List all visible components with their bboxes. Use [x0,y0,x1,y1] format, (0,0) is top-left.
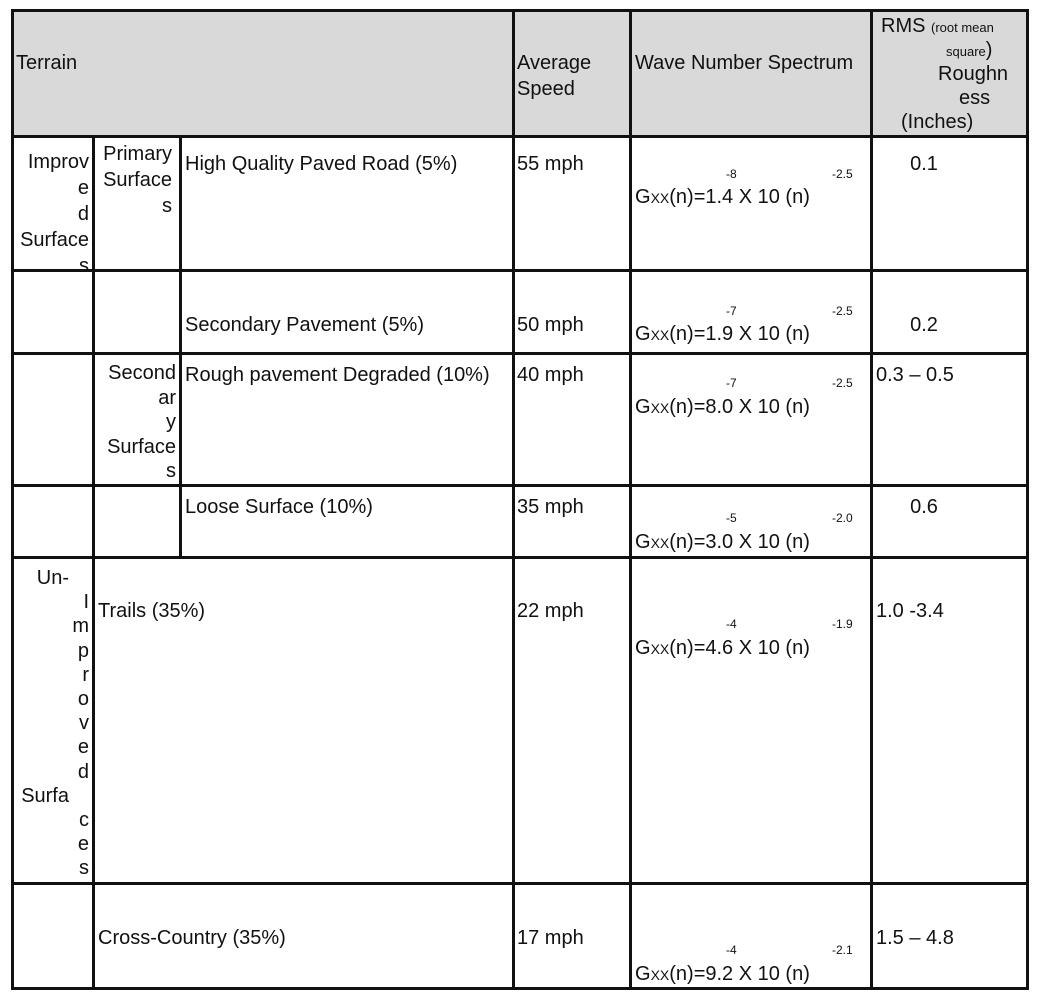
terrain-cell: Cross-Country (35%) [98,927,286,949]
header-rms-line4: ess [959,87,991,109]
spectrum-exponent: -2.5 [832,304,853,318]
rms-cell: 0.3 – 0.5 [876,364,954,386]
spectrum-exponent: -2.1 [832,943,853,957]
grid-line [11,352,1029,355]
spectrum-formula: GXX(n)=1.4 X 10 (n) [635,186,810,208]
grid-line [11,269,1029,272]
group-improved-surfaces: Improv e d Surface s [20,151,89,277]
grid-line [11,484,1029,487]
group-unimproved-surfaces: Un- I m p r o v e d Surfa c e s [21,567,89,880]
spectrum-exponent: -7 [726,376,737,390]
grid-line [92,135,95,990]
speed-cell: 40 mph [517,364,584,386]
header-spectrum: Wave Number Spectrum [635,52,854,74]
grid-line [11,882,1029,885]
terrain-cell: Rough pavement Degraded (10%) [185,364,490,386]
header-rms-line5: (Inches) [901,111,974,133]
header-speed-line1: Average [517,52,592,74]
terrain-cell: Trails (35%) [98,600,206,622]
rms-cell: 0.1 [910,153,938,175]
spectrum-exponent: -7 [726,304,737,318]
header-rms: RMS (root mean [881,15,994,37]
rms-cell: 0.6 [910,496,938,518]
spectrum-exponent: -4 [726,617,737,631]
header-rms-line2: square) [946,39,993,61]
spectrum-formula: GXX(n)=9.2 X 10 (n) [635,963,810,985]
rms-cell: 1.5 – 4.8 [876,927,954,949]
grid-line [512,9,515,990]
speed-cell: 22 mph [517,600,584,622]
header-terrain: Terrain [16,52,78,74]
spectrum-exponent: -2.5 [832,376,853,390]
grid-line [629,9,632,990]
header-speed-line2: Speed [517,78,575,100]
header-rms-line3: Roughn [938,63,1009,85]
group-secondary-surfaces: Second ar y Surface s [107,362,176,482]
spectrum-formula: GXX(n)=8.0 X 10 (n) [635,396,810,418]
grid-line [11,987,1029,990]
grid-line [11,556,1029,559]
rms-cell: 1.0 -3.4 [876,600,944,622]
grid-line [11,9,1029,12]
grid-line [179,135,182,559]
speed-cell: 50 mph [517,314,584,336]
speed-cell: 17 mph [517,927,584,949]
spectrum-exponent: -8 [726,167,737,181]
terrain-cell: High Quality Paved Road (5%) [185,153,458,175]
spectrum-formula: GXX(n)=3.0 X 10 (n) [635,531,810,553]
spectrum-exponent: -4 [726,943,737,957]
terrain-cell: Loose Surface (10%) [185,496,373,518]
grid-line [11,135,1029,138]
spectrum-exponent: -2.5 [832,167,853,181]
grid-line [1026,9,1029,990]
speed-cell: 35 mph [517,496,584,518]
spectrum-exponent: -5 [726,511,737,525]
spectrum-exponent: -2.0 [832,511,853,525]
spectrum-formula: GXX(n)=4.6 X 10 (n) [635,637,810,659]
terrain-cell: Secondary Pavement (5%) [185,314,425,336]
grid-line [870,9,873,990]
spectrum-formula: GXX(n)=1.9 X 10 (n) [635,323,810,345]
group-primary-surfaces: Primary Surface s [103,143,172,217]
spectrum-exponent: -1.9 [832,617,853,631]
rms-cell: 0.2 [910,314,938,336]
speed-cell: 55 mph [517,153,584,175]
